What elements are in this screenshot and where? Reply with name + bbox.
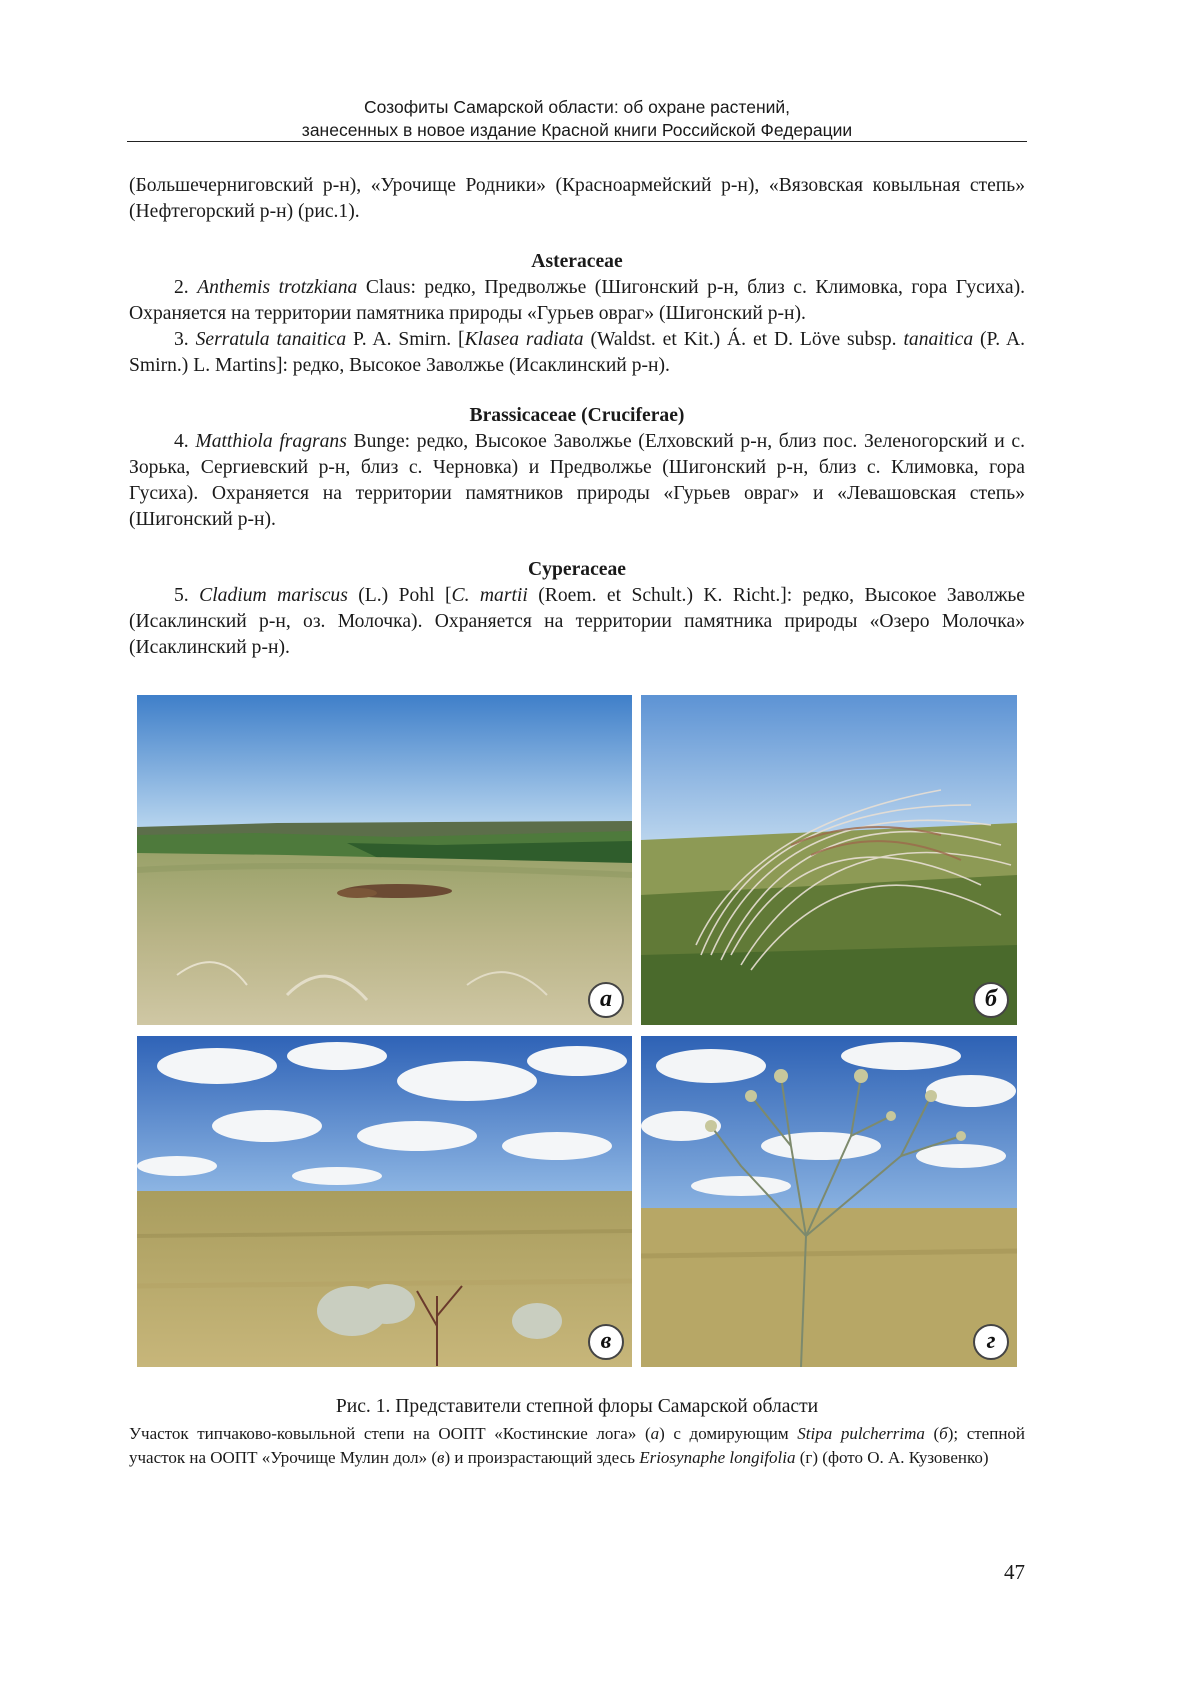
- photo-steppe-clouds: [137, 1036, 632, 1367]
- entry-number: 4.: [174, 431, 189, 452]
- figure-caption-title: Рис. 1. Представители степной флоры Самарской области: [335, 1396, 819, 1417]
- species-entry-2: [129, 275, 1025, 327]
- caption-italic: в: [437, 1448, 445, 1467]
- family-heading-brassicaceae: Brassicaceae (Cruciferae): [469, 405, 685, 426]
- species-entry-4: [129, 429, 1025, 533]
- entry-text: P. A. Smirn. [: [346, 329, 465, 350]
- family-heading-cyperaceae: Cyperaceae: [528, 559, 626, 580]
- species-name: Serratula tanaitica: [195, 329, 347, 350]
- synonym-subsp: tanaitica: [903, 329, 974, 350]
- caption-text: (г) (фото О. А. Кузовенко): [795, 1448, 989, 1467]
- species-entry-5: [129, 583, 1025, 661]
- page-number: 47: [1004, 1560, 1025, 1584]
- caption-text: ); степной участок на ООПТ «Урочище Мулин дол» (: [129, 1424, 1026, 1467]
- entry-number: 3.: [174, 329, 189, 350]
- header-line-1: Созофиты Самарской области: об охране растений,: [363, 97, 791, 117]
- header-line-2: занесенных в новое издание Красной книги Российской Федерации: [301, 120, 853, 140]
- caption-text: ) с домирующим: [659, 1424, 798, 1443]
- species-name: Anthemis trotzkiana: [197, 277, 358, 298]
- photo-label-c: в: [588, 1324, 624, 1360]
- entry-number: 5.: [174, 585, 189, 606]
- caption-italic: а: [650, 1424, 660, 1443]
- entry-text: Bunge: редко, Высокое Заволжье (Елховский р-н, близ пос. Зеленогорский и с. Зорька, Сергиевский р-н, близ с. Черновка) и Предволжье (Шигонский р-н, близ с. Климовка, гора Гусиха). Охраняется на территории памятников природы «Гурьев овраг» и «Левашовская степь» (Шигонский р-н).: [129, 431, 1025, 530]
- entry-number: 2.: [174, 277, 189, 298]
- body-text: [129, 173, 1025, 661]
- entry-text: (L.) Pohl [: [347, 585, 452, 606]
- photo-label-a: а: [588, 982, 624, 1018]
- entry-text: (Roem. et Schult.) K. Richt.]: редко, Высокое Заволжье (Исаклинский р-н, оз. Молочка). Охраняется на территории памятника природы «Озеро Молочка» (Исаклинский р-н).: [129, 585, 1025, 658]
- entry-text: (Waldst. et Kit.) Á. et D. Löve subsp.: [583, 329, 904, 350]
- family-heading-asteraceae: Asteraceae: [531, 251, 623, 272]
- figure-photo-grid: [137, 695, 1017, 1367]
- caption-text: (: [924, 1424, 940, 1443]
- caption-text: Участок типчаково-ковыльной степи на ООПТ «Костинские лога» (: [129, 1424, 651, 1443]
- synonym-name: Klasea radiata: [464, 329, 584, 350]
- caption-species: Stipa pulcherrima: [797, 1424, 925, 1443]
- entry-text: (P. A. Smirn.) L. Martins]: редко, Высокое Заволжье (Исаклинский р-н).: [129, 329, 1025, 376]
- photo-eriosynaphe: [641, 1036, 1017, 1367]
- photo-label-d: г: [973, 1324, 1009, 1360]
- caption-italic: б: [939, 1424, 948, 1443]
- species-entry-3: [129, 327, 1025, 379]
- species-name: Cladium mariscus: [199, 585, 348, 606]
- figure-caption: [129, 1422, 1025, 1470]
- intro-paragraph: (Большечерниговский р-н), «Урочище Родники» (Красноармейский р-н), «Вязовская ковыльная степь» (Нефтегорский р-н) (рис.1).: [129, 175, 1025, 222]
- photo-label-b: б: [973, 982, 1009, 1018]
- synonym-name: C. martii: [451, 585, 528, 606]
- caption-species: Eriosynaphe longifolia: [639, 1448, 796, 1467]
- running-header: [127, 96, 1027, 142]
- entry-text: Claus: редко, Предволжье (Шигонский р-н, близ с. Климовка, гора Гусиха). Охраняется на территории памятника природы «Гурьев овраг» (Шигонский р-н).: [129, 277, 1025, 324]
- header-rule: [127, 141, 1027, 142]
- photo-steppe-landscape: [137, 695, 632, 1025]
- caption-text: ) и произрастающий здесь: [444, 1448, 640, 1467]
- photo-feather-grass: [641, 695, 1017, 1025]
- species-name: Matthiola fragrans: [195, 431, 347, 452]
